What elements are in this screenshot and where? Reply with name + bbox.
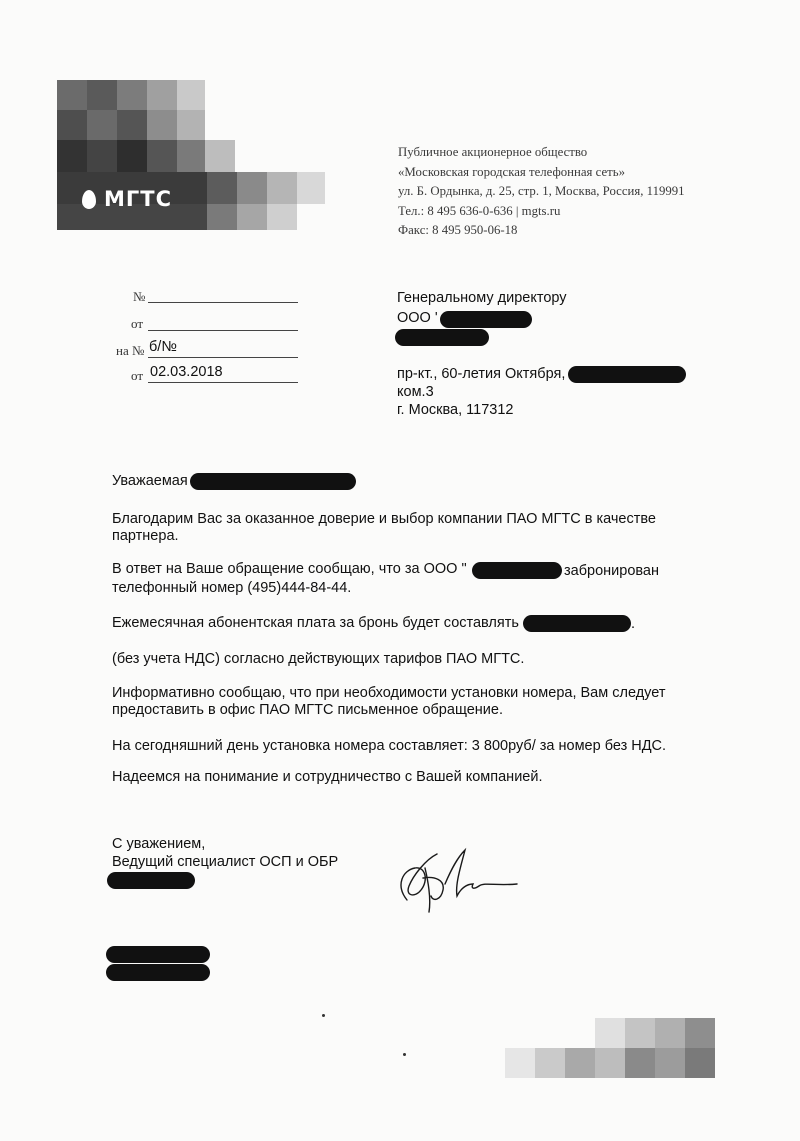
redaction <box>107 872 195 889</box>
redaction <box>568 366 686 383</box>
redaction <box>190 473 356 490</box>
paragraph-3-end: . <box>631 616 636 632</box>
footer-mosaic <box>505 1018 717 1078</box>
ref-from-line <box>148 329 298 331</box>
paragraph-2-c: телефонный номер (495)444-84-44. <box>112 580 352 596</box>
redaction <box>472 562 562 579</box>
egg-icon <box>82 190 96 209</box>
paragraph-7: Надеемся на понимание и сотрудничество с Вашей компанией. <box>112 769 543 785</box>
company-header <box>398 143 685 241</box>
ref-date-line <box>148 381 298 383</box>
ref-date-value: 02.03.2018 <box>150 364 223 380</box>
greeting: Уважаемая <box>112 473 188 489</box>
redaction <box>106 946 210 963</box>
ref-reply-label: на № <box>116 343 145 358</box>
scan-speck <box>322 1014 325 1017</box>
ref-date-label: от <box>131 368 144 383</box>
addressee-room: ком.3 <box>397 384 434 400</box>
company-fax: Факс: 8 495 950-06-18 <box>398 223 518 237</box>
paragraph-6: На сегодняшний день установка номера составляет: 3 800руб/ за номер без НДС. <box>112 738 667 754</box>
closing-position: Ведущий специалист ОСП и ОБР <box>112 854 339 870</box>
paragraph-5: Информативно сообщаю, что при необходимости установки номера, Вам следует предоставить в офис ПАО МГТС письменное обращение. <box>112 685 666 718</box>
company-line-1: Публичное акционерное общество <box>398 145 588 159</box>
addressee-street: пр-кт., 60-летия Октября, <box>397 366 566 382</box>
redaction <box>440 311 532 328</box>
company-address: ул. Б. Ордынка, д. 25, стр. 1, Москва, Россия, 119991 <box>398 184 685 198</box>
paragraph-1: Благодарим Вас за оказанное доверие и выбор компании ПАО МГТС в качестве партнера. <box>112 511 656 544</box>
company-line-2: «Московская городская телефонная сеть» <box>398 164 625 179</box>
signature <box>385 840 535 920</box>
addressee-title: Генеральному директору <box>397 290 567 306</box>
company-phone: Тел.: 8 495 636-0-636 | mgts.ru <box>398 203 561 218</box>
ref-number-line <box>148 301 298 303</box>
logo <box>82 187 172 211</box>
closing-regards: С уважением, <box>112 836 206 852</box>
ref-reply-line <box>148 356 298 358</box>
paragraph-4: (без учета НДС) согласно действующих тарифов ПАО МГТС. <box>112 651 525 667</box>
ref-reply-value: б/№ <box>149 339 177 355</box>
redaction <box>395 329 489 346</box>
redaction <box>106 964 210 981</box>
paragraph-2-a: В ответ на Ваше обращение сообщаю, что за ООО " <box>112 561 467 577</box>
redaction <box>523 615 631 632</box>
paragraph-2-b: забронирован <box>564 563 659 579</box>
ref-number-label: № <box>133 289 146 304</box>
paragraph-3: Ежемесячная абонентская плата за бронь будет составлять <box>112 615 519 631</box>
scan-speck <box>403 1053 406 1056</box>
addressee-org: ООО ' <box>397 310 438 326</box>
logo-brand: МГТС <box>104 187 173 211</box>
addressee-city: г. Москва, 117312 <box>397 402 514 418</box>
ref-from-label: от <box>131 316 144 331</box>
